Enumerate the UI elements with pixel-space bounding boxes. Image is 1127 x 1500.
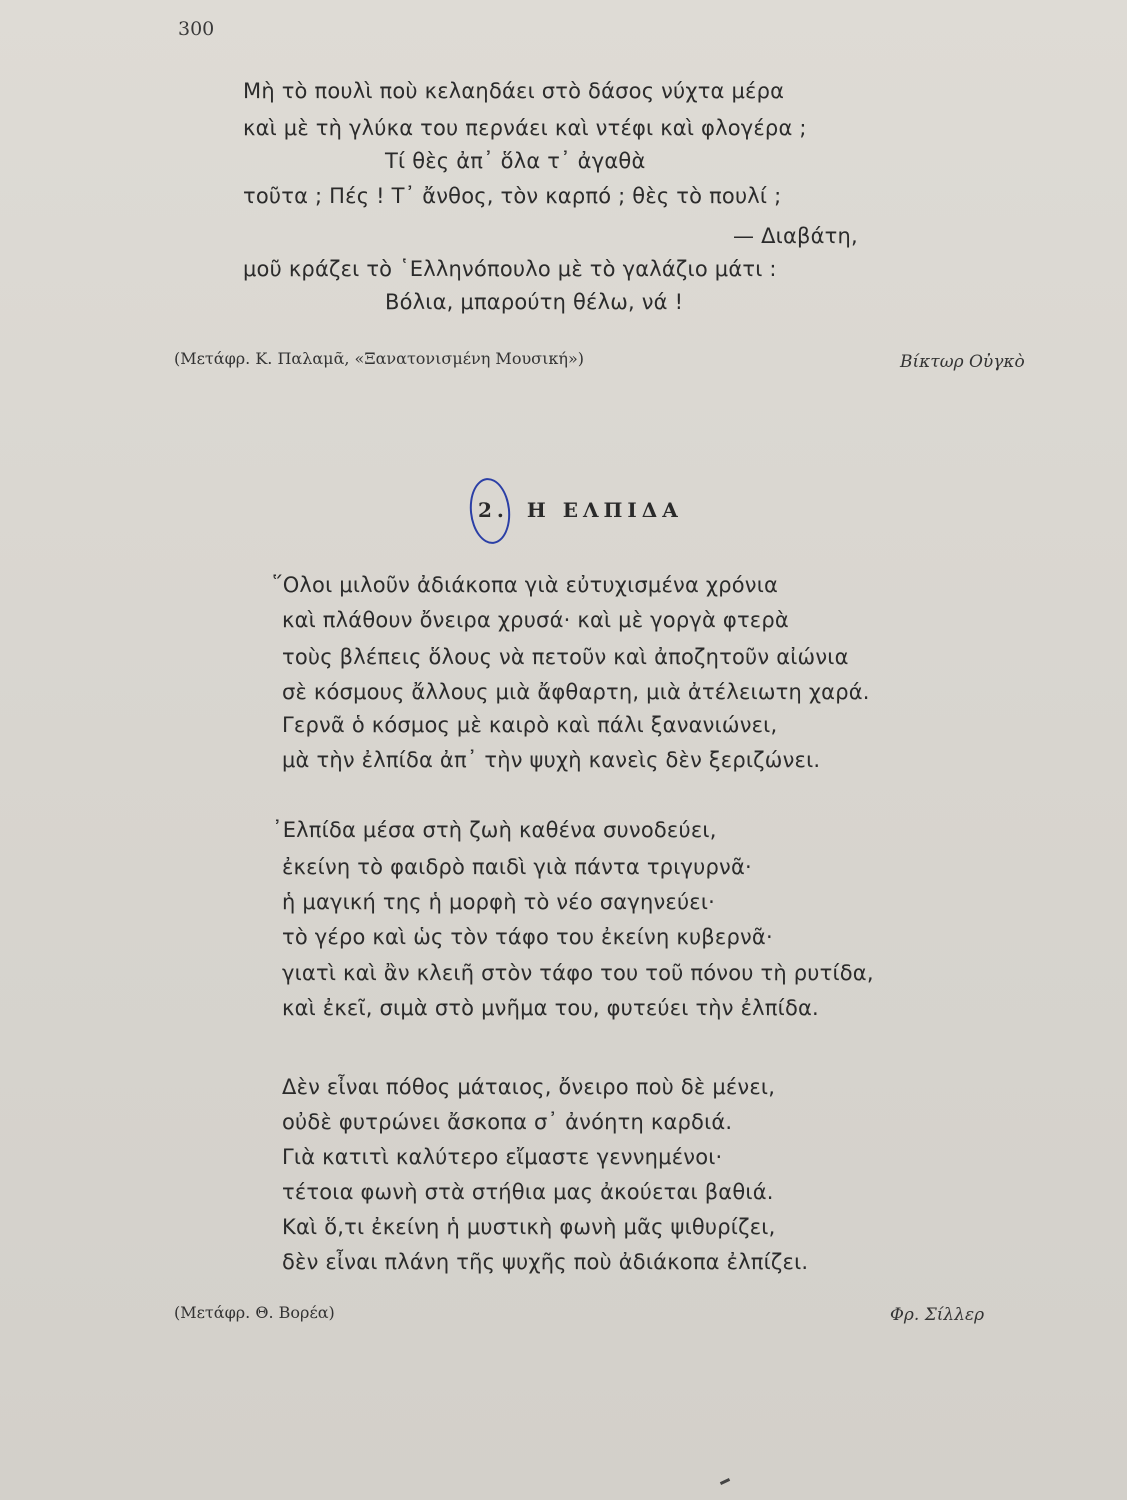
poem-2-line: Γερνᾶ ὁ κόσμος μὲ καιρὸ καὶ πάλι ξανανιώνει,	[282, 713, 778, 737]
poem-1-line: — Διαβάτη,	[733, 224, 858, 248]
poem-2-line: ᾿Ελπίδα μέσα στὴ ζωὴ καθένα συνοδεύει,	[272, 818, 717, 842]
poem-2-line: δὲν εἶναι πλάνη τῆς ψυχῆς ποὺ ἀδιάκοπα ἐλπίζει.	[282, 1250, 809, 1274]
poem-1-translation-credit: (Μετάφρ. Κ. Παλαμᾶ, «Ξανατονισμένη Μουσική»)	[174, 349, 584, 368]
poem-1-line: Μὴ τὸ πουλὶ ποὺ κελαηδάει στὸ δάσος νύχτα μέρα	[243, 79, 785, 103]
poem-2-line: οὐδὲ φυτρώνει ἄσκοπα σ᾿ ἀνόητη καρδιά.	[282, 1110, 733, 1134]
poem-2-line: καὶ πλάθουν ὄνειρα χρυσά· καὶ μὲ γοργὰ φτερὰ	[282, 608, 789, 632]
section-heading	[478, 498, 683, 522]
poem-1-line: Τί θὲς ἀπ᾿ ὅλα τ᾿ ἀγαθὰ	[385, 149, 646, 173]
stray-pen-mark	[720, 1478, 730, 1485]
section-title: Η ΕΛΠΙΔΑ	[526, 498, 683, 522]
poem-2-line: τοὺς βλέπεις ὅλους νὰ πετοῦν καὶ ἀποζητοῦν αἰώνια	[282, 645, 849, 669]
poem-2-line: καὶ ἐκεῖ, σιμὰ στὸ μνῆμα του, φυτεύει τὴν ἐλπίδα.	[282, 996, 819, 1020]
poem-1-author: Βίκτωρ Οὐγκὸ	[900, 352, 1025, 372]
poem-2-line: ἡ μαγική της ἡ μορφὴ τὸ νέο σαγηνεύει·	[282, 890, 716, 914]
poem-2-line: τὸ γέρο καὶ ὡς τὸν τάφο του ἐκείνη κυβερνᾶ·	[282, 925, 773, 949]
poem-2-line: σὲ κόσμους ἄλλους μιὰ ἄφθαρτη, μιὰ ἀτέλειωτη χαρά.	[282, 680, 870, 704]
poem-2-line: ἐκείνη τὸ φαιδρὸ παιδὶ γιὰ πάντα τριγυρνᾶ·	[282, 855, 752, 879]
poem-2-line: Καὶ ὅ,τι ἐκείνη ἡ μυστικὴ φωνὴ μᾶς ψιθυρίζει,	[282, 1215, 776, 1239]
poem-2-author: Φρ. Σίλλερ	[890, 1305, 985, 1325]
poem-2-translation-credit: (Μετάφρ. Θ. Βορέα)	[174, 1303, 335, 1322]
poem-2-line: γιατὶ καὶ ἂν κλειῆ στὸν τάφο του τοῦ πόνου τὴ ρυτίδα,	[282, 961, 874, 985]
poem-1-line: τοῦτα ; Πές ! Τ᾿ ἄνθος, τὸν καρπό ; θὲς τὸ πουλί ;	[243, 184, 782, 208]
section-number: 2.	[478, 498, 509, 522]
poem-1-line: Βόλια, μπαρούτη θέλω, νά !	[385, 290, 684, 314]
poem-1-line: καὶ μὲ τὴ γλύκα του περνάει καὶ ντέφι καὶ φλογέρα ;	[243, 116, 807, 140]
poem-2-line: Γιὰ κατιτὶ καλύτερο εἴμαστε γεννημένοι·	[282, 1145, 723, 1169]
page-number: 300	[178, 18, 215, 40]
poem-2-line: τέτοια φωνὴ στὰ στήθια μας ἀκούεται βαθιά.	[282, 1180, 774, 1204]
poem-2-line: ῞Ολοι μιλοῦν ἀδιάκοπα γιὰ εὐτυχισμένα χρόνια	[272, 573, 779, 597]
poem-1-line: μοῦ κράζει τὸ ῾Ελληνόπουλο μὲ τὸ γαλάζιο μάτι :	[243, 257, 777, 281]
poem-2-line: μὰ τὴν ἐλπίδα ἀπ᾿ τὴν ψυχὴ κανεὶς δὲν ξεριζώνει.	[282, 748, 821, 772]
poem-2-line: Δὲν εἶναι πόθος μάταιος, ὄνειρο ποὺ δὲ μένει,	[282, 1075, 776, 1099]
